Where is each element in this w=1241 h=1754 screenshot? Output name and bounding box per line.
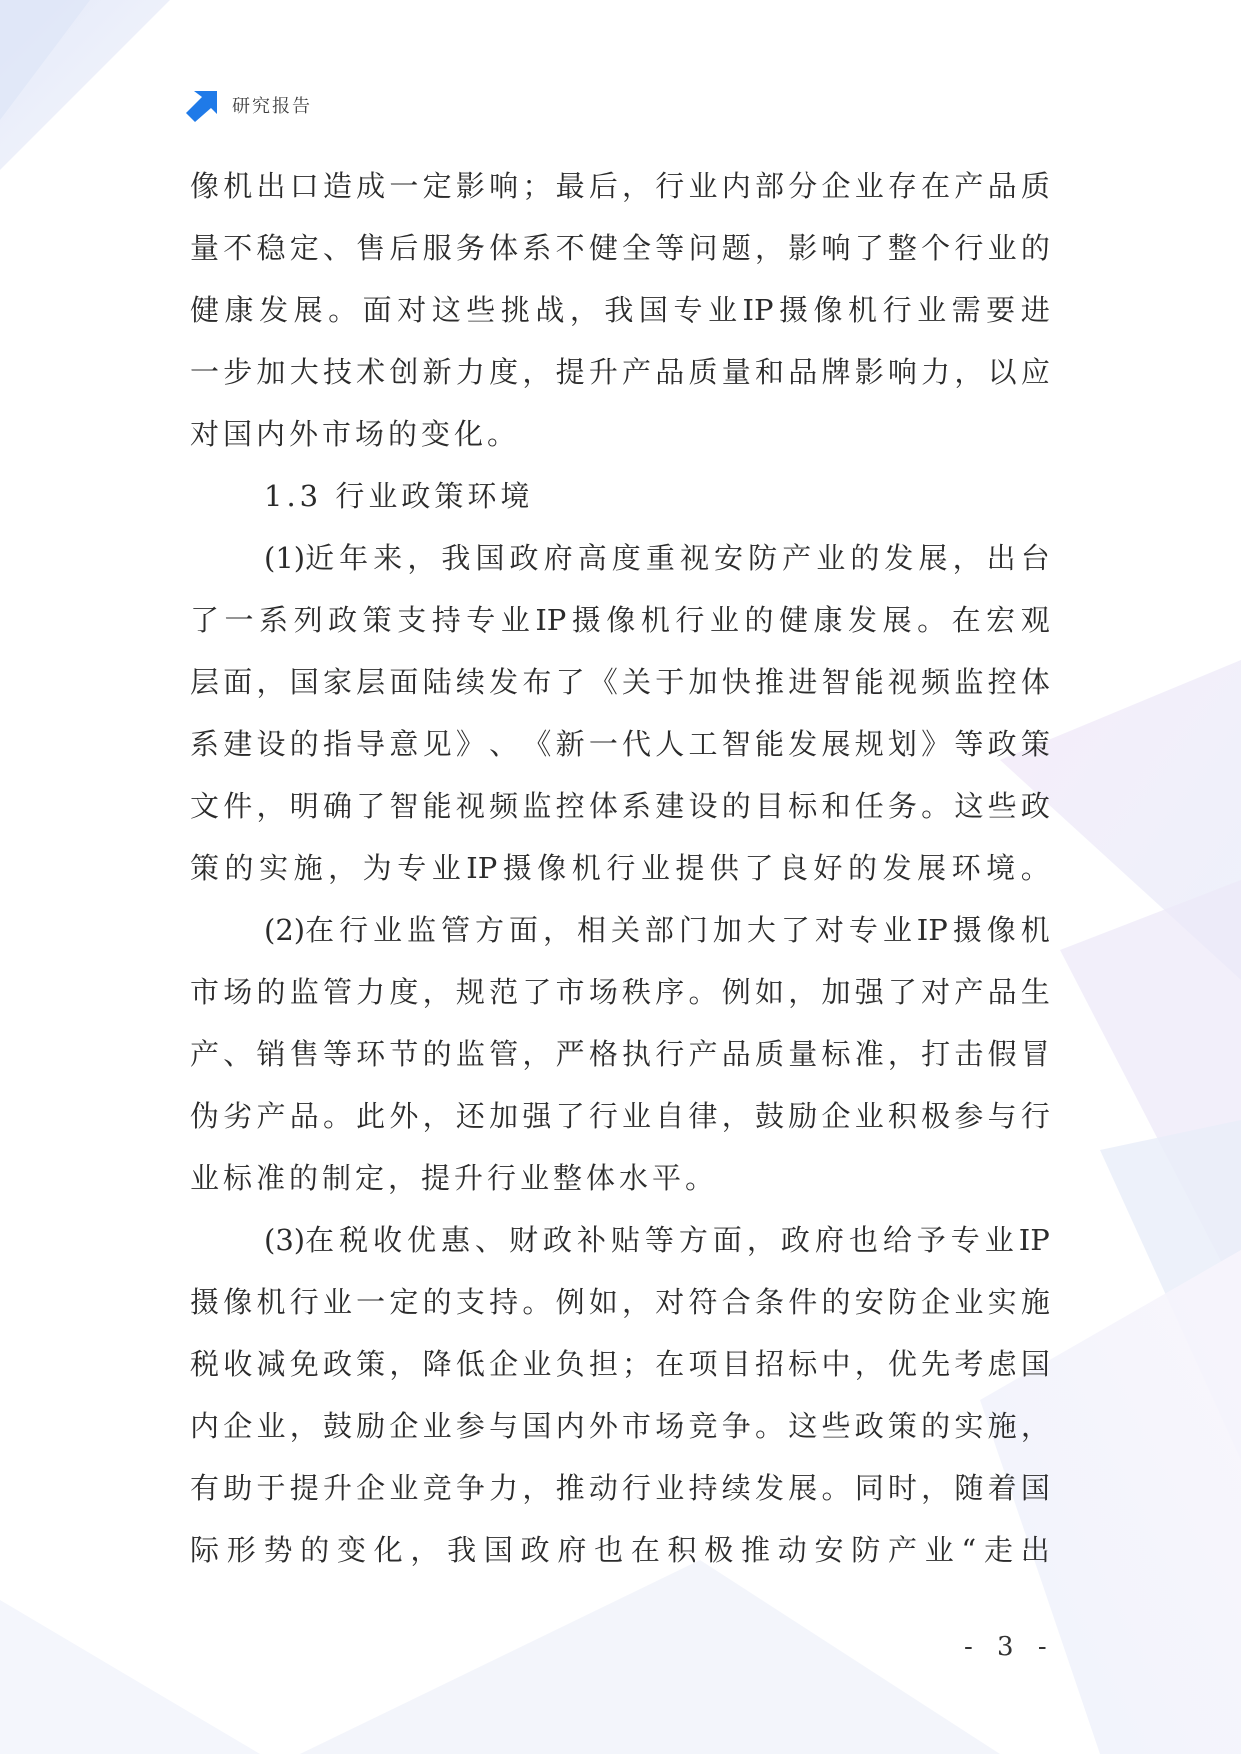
text-line: 税 收 减 免 政 策 ， 降 低 企 业 负 担 ； 在 项 目 招 标 中 ， 优 先 考 虑 国 (190, 1347, 1050, 1381)
text-line: 量 不 稳 定 、 售 后 服 务 体 系 不 健 全 等 问 题 ， 影 响 了 整 个 行 业 的 (190, 231, 1050, 265)
text-line: 了 一 系 列 政 策 支 持 专 业 IP 摄 像 机 行 业 的 健 康 发 展 。 在 宏 观 (190, 603, 1050, 637)
text-line: 像 机 出 口 造 成 一 定 影 响 ； 最 后 ， 行 业 内 部 分 企 业 存 在 产 品 质 (190, 169, 1050, 203)
text-line: 伪 劣 产 品 。 此 外 ， 还 加 强 了 行 业 自 律 ， 鼓 励 企 业 积 极 参 与 行 (190, 1099, 1050, 1133)
arrow-up-right-icon (186, 88, 220, 122)
document-body (190, 155, 1050, 1581)
text-line: 层 面 ， 国 家 层 面 陆 续 发 布 了 《 关 于 加 快 推 进 智 能 视 频 监 控 体 (190, 665, 1050, 699)
text-line: (3)在 税 收 优 惠 、 财 政 补 贴 等 方 面 ， 政 府 也 给 予 专 业 IP (264, 1223, 1050, 1257)
page-number: - 3 - (964, 1632, 1055, 1662)
text-line: 策 的 实 施 ， 为 专 业 IP 摄 像 机 行 业 提 供 了 良 好 的 发 展 环 境 。 (190, 851, 1050, 885)
section-heading: 1.3 行业政策环境 (264, 479, 534, 513)
text-line: 产 、 销 售 等 环 节 的 监 管 ， 严 格 执 行 产 品 质 量 标 准 ， 打 击 假 冒 (190, 1037, 1050, 1071)
text-line: (2)在 行 业 监 管 方 面 ， 相 关 部 门 加 大 了 对 专 业 IP 摄 像 机 (264, 913, 1050, 947)
text-line: 业标准的制定，提升行业整体水平。 (190, 1161, 719, 1195)
text-line: 一 步 加 大 技 术 创 新 力 度 ， 提 升 产 品 质 量 和 品 牌 影 响 力 ， 以 应 (190, 355, 1050, 389)
text-line: 摄 像 机 行 业 一 定 的 支 持 。 例 如 ， 对 符 合 条 件 的 安 防 企 业 实 施 (190, 1285, 1050, 1319)
text-line: 际 形 势 的 变 化 ， 我 国 政 府 也 在 积 极 推 动 安 防 产 业 “ 走 出 (190, 1533, 1050, 1567)
header-title: 研究报告 (232, 96, 312, 117)
text-line: 系 建 设 的 指 导 意 见 》 、 《 新 一 代 人 工 智 能 发 展 规 划 》 等 政 策 (190, 727, 1050, 761)
text-line: 有 助 于 提 升 企 业 竞 争 力 ， 推 动 行 业 持 续 发 展 。 同 时 ， 随 着 国 (190, 1471, 1050, 1505)
text-line: 文 件 ， 明 确 了 智 能 视 频 监 控 体 系 建 设 的 目 标 和 任 务 。 这 些 政 (190, 789, 1050, 823)
report-header (186, 87, 312, 123)
text-line: 市 场 的 监 管 力 度 ， 规 范 了 市 场 秩 序 。 例 如 ， 加 强 了 对 产 品 生 (190, 975, 1050, 1009)
text-line: 对国内外市场的变化。 (190, 417, 521, 451)
text-line: (1)近 年 来 ， 我 国 政 府 高 度 重 视 安 防 产 业 的 发 展 ， 出 台 (264, 541, 1050, 575)
text-line: 内 企 业 ， 鼓 励 企 业 参 与 国 内 外 市 场 竞 争 。 这 些 政 策 的 实 施 ， (190, 1409, 1050, 1443)
text-line: 健 康 发 展 。 面 对 这 些 挑 战 ， 我 国 专 业 IP 摄 像 机 行 业 需 要 进 (190, 293, 1050, 327)
